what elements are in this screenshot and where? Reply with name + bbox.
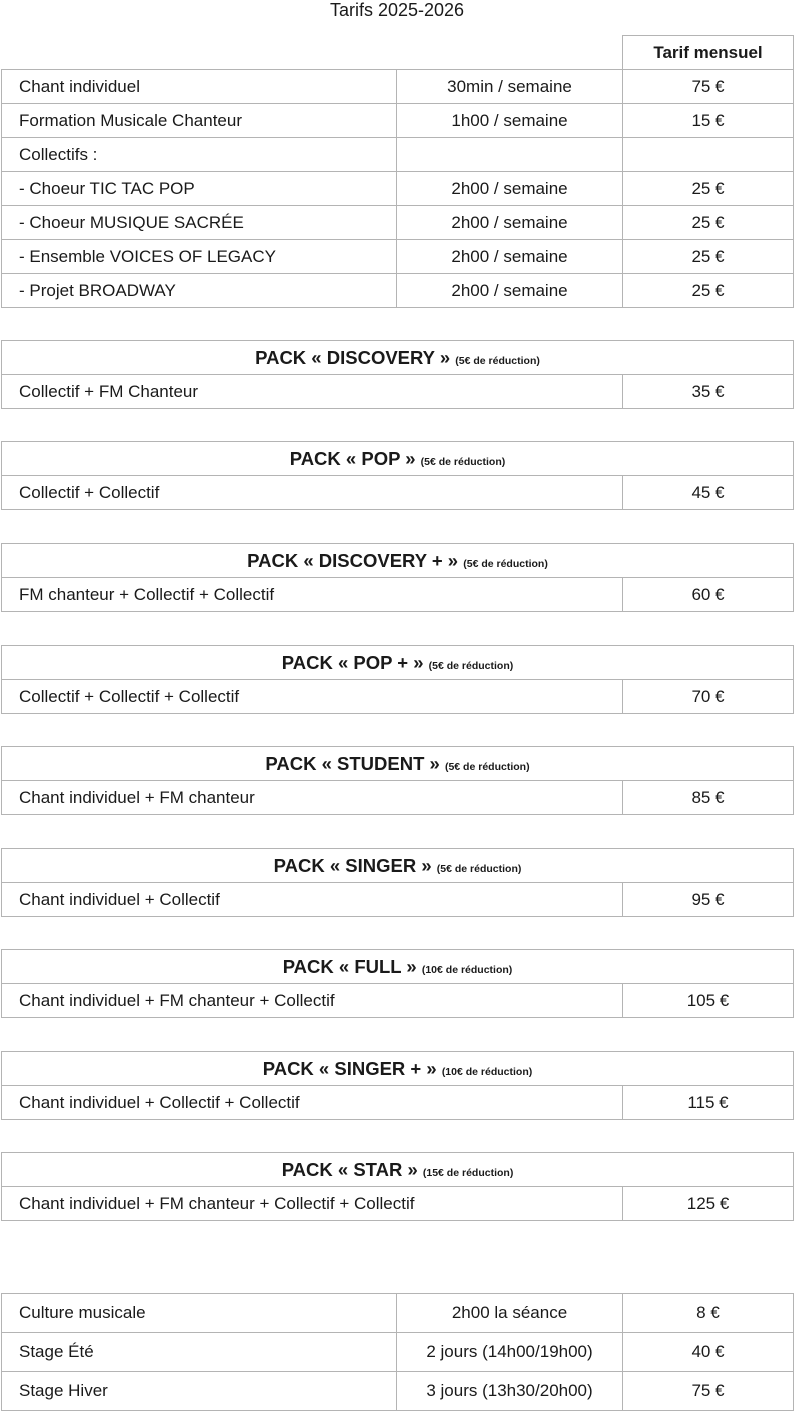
page-title: Tarifs 2025-2026 <box>329 0 465 20</box>
pack-discount-note: (5€ de réduction) <box>463 557 548 570</box>
pack-discount-note: (5€ de réduction) <box>444 760 530 773</box>
pack-content: Chant individuel + FM chanteur + Collectif + Collectif <box>2 1187 623 1221</box>
pack-star-table <box>1 1152 794 1221</box>
pack-title: PACK « STAR » <box>281 1158 418 1180</box>
pack-price: 45 € <box>623 476 794 510</box>
activity-name: Culture musicale <box>2 1294 397 1333</box>
course-price: 25 € <box>623 172 794 206</box>
pack-discount-note: (5€ de réduction) <box>428 659 514 672</box>
pack-content: Chant individuel + Collectif + Collectif <box>2 1086 623 1120</box>
pack-content: Chant individuel + FM chanteur + Collectif <box>2 984 623 1018</box>
course-duration: 2h00 / semaine <box>397 206 623 240</box>
table-row <box>2 104 794 138</box>
activity-price: 75 € <box>623 1372 794 1411</box>
course-price: 25 € <box>623 274 794 308</box>
activity-duration: 3 jours (13h30/20h00) <box>397 1372 623 1411</box>
pack-title: PACK « DISCOVERY » <box>255 346 451 368</box>
pack-title-cell <box>2 341 794 375</box>
pack-discount-note: (5€ de réduction) <box>420 455 506 468</box>
course-price: 25 € <box>623 206 794 240</box>
table-row <box>2 138 794 172</box>
pack-price: 95 € <box>623 883 794 917</box>
pack-price: 60 € <box>623 578 794 612</box>
pack-discovery-plus-table <box>1 543 794 612</box>
pack-title: PACK « STUDENT » <box>265 752 440 774</box>
activity-name: Stage Été <box>2 1333 397 1372</box>
course-duration <box>397 138 623 172</box>
course-name: - Choeur TIC TAC POP <box>2 172 397 206</box>
activity-duration: 2h00 la séance <box>397 1294 623 1333</box>
table-row <box>2 172 794 206</box>
pack-title: PACK « POP » <box>289 447 416 469</box>
pack-discovery-table <box>1 340 794 409</box>
pack-title-cell <box>2 747 794 781</box>
pack-price: 105 € <box>623 984 794 1018</box>
pack-content: Chant individuel + Collectif <box>2 883 623 917</box>
pack-title-cell <box>2 544 794 578</box>
pack-price: 70 € <box>623 680 794 714</box>
pack-price: 35 € <box>623 375 794 409</box>
course-duration: 2h00 / semaine <box>397 240 623 274</box>
pack-content: Collectif + Collectif + Collectif <box>2 680 623 714</box>
pack-content: Collectif + Collectif <box>2 476 623 510</box>
pack-content: Chant individuel + FM chanteur <box>2 781 623 815</box>
pack-title: PACK « SINGER + » <box>262 1057 437 1079</box>
course-name: - Choeur MUSIQUE SACRÉE <box>2 206 397 240</box>
pack-discount-note: (10€ de réduction) <box>441 1065 533 1078</box>
pack-pop-table <box>1 441 794 510</box>
pack-title-cell <box>2 849 794 883</box>
course-duration: 30min / semaine <box>397 70 623 104</box>
table-row <box>2 240 794 274</box>
pack-discount-note: (15€ de réduction) <box>422 1166 514 1179</box>
pack-title-cell <box>2 442 794 476</box>
course-duration: 2h00 / semaine <box>397 172 623 206</box>
pack-discount-note: (10€ de réduction) <box>421 963 513 976</box>
pack-price: 115 € <box>623 1086 794 1120</box>
table-row <box>2 274 794 308</box>
table-row <box>2 1372 794 1411</box>
pack-full-table <box>1 949 794 1018</box>
pack-title: PACK « DISCOVERY + » <box>247 549 459 571</box>
course-name: Formation Musicale Chanteur <box>2 104 397 138</box>
pack-title-cell <box>2 1052 794 1086</box>
course-name: Chant individuel <box>2 70 397 104</box>
course-price: 75 € <box>623 70 794 104</box>
activity-duration: 2 jours (14h00/19h00) <box>397 1333 623 1372</box>
pack-title-cell <box>2 646 794 680</box>
table-row <box>2 1294 794 1333</box>
table-header-row <box>2 36 794 70</box>
pack-price: 125 € <box>623 1187 794 1221</box>
pack-title: PACK « FULL » <box>282 955 417 977</box>
pack-content: FM chanteur + Collectif + Collectif <box>2 578 623 612</box>
pack-price: 85 € <box>623 781 794 815</box>
activity-name: Stage Hiver <box>2 1372 397 1411</box>
course-name: - Ensemble VOICES OF LEGACY <box>2 240 397 274</box>
activity-price: 8 € <box>623 1294 794 1333</box>
pack-title-cell <box>2 950 794 984</box>
main-tariff-table <box>1 35 794 308</box>
activity-price: 40 € <box>623 1333 794 1372</box>
pack-title: PACK « POP + » <box>281 651 424 673</box>
course-name: Collectifs : <box>2 138 397 172</box>
course-price <box>623 138 794 172</box>
course-name: - Projet BROADWAY <box>2 274 397 308</box>
table-row <box>2 206 794 240</box>
course-price: 25 € <box>623 240 794 274</box>
pack-content: Collectif + FM Chanteur <box>2 375 623 409</box>
pack-student-table <box>1 746 794 815</box>
table-row <box>2 1333 794 1372</box>
header-blank-cell <box>2 36 623 70</box>
pack-title-cell <box>2 1153 794 1187</box>
course-duration: 2h00 / semaine <box>397 274 623 308</box>
pack-singer-plus-table <box>1 1051 794 1120</box>
monthly-rate-header: Tarif mensuel <box>623 36 794 70</box>
pack-singer-table <box>1 848 794 917</box>
table-row <box>2 70 794 104</box>
course-price: 15 € <box>623 104 794 138</box>
pack-title: PACK « SINGER » <box>273 854 432 876</box>
pack-discount-note: (5€ de réduction) <box>436 862 522 875</box>
course-duration: 1h00 / semaine <box>397 104 623 138</box>
pack-discount-note: (5€ de réduction) <box>455 354 540 367</box>
extra-activities-table <box>1 1293 794 1411</box>
pack-pop-plus-table <box>1 645 794 714</box>
